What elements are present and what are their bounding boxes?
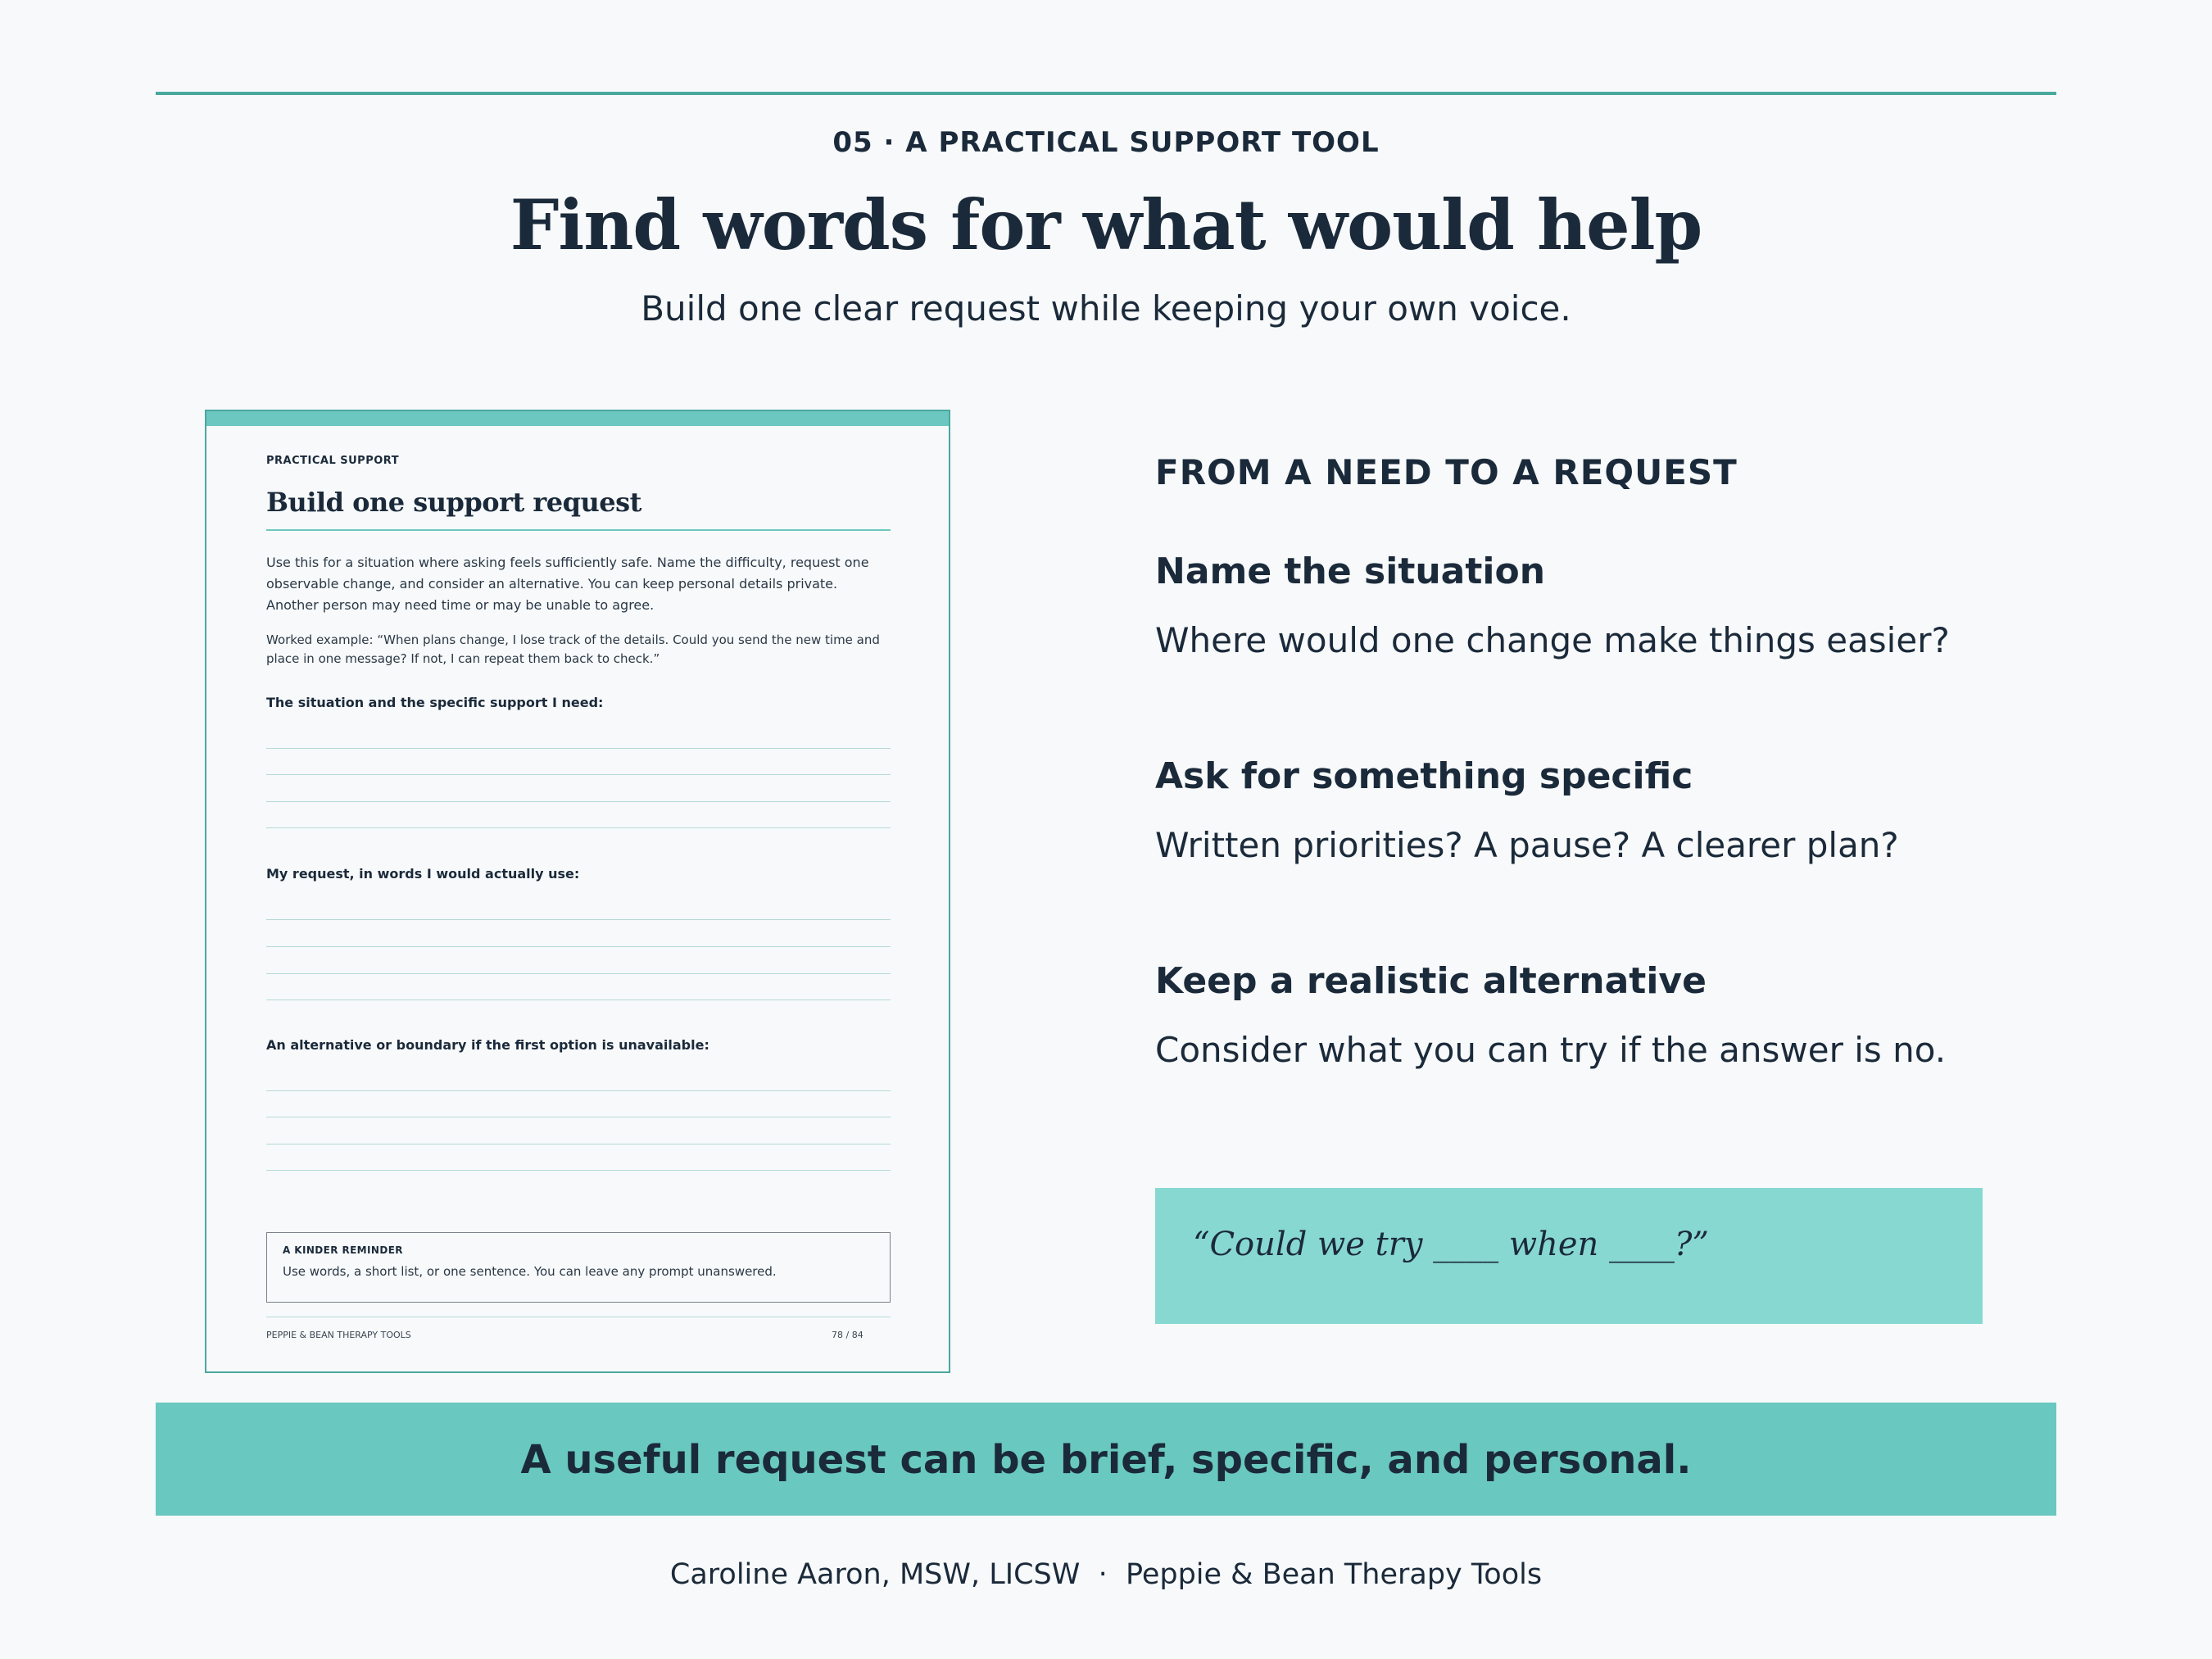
writing-line <box>266 774 891 775</box>
step-title: Ask for something specific <box>1155 755 1693 797</box>
writing-line <box>266 827 891 828</box>
worksheet-title: Build one support request <box>266 487 641 518</box>
takeaway-text: A useful request can be brief, specific, and personal. <box>520 1437 1692 1483</box>
worksheet-accent-bar <box>206 411 949 426</box>
kinder-reminder-box <box>266 1232 891 1303</box>
step-description: Consider what you can try if the answer is no. <box>1155 1030 1947 1070</box>
writing-line <box>266 1144 891 1145</box>
example-quote: “Could we try ____ when ____?” <box>1193 1226 1709 1263</box>
guide-eyebrow: FROM A NEED TO A REQUEST <box>1155 452 1738 492</box>
writing-line <box>266 801 891 802</box>
page-subtitle: Build one clear request while keeping your own voice. <box>641 288 1571 329</box>
step-description: Where would one change make things easier? <box>1155 620 1950 660</box>
reminder-title: A KINDER REMINDER <box>283 1244 403 1256</box>
worksheet-page-number: 78 / 84 <box>832 1330 863 1340</box>
worksheet-eyebrow: PRACTICAL SUPPORT <box>266 455 400 467</box>
worksheet-footer-brand: PEPPIE & BEAN THERAPY TOOLS <box>266 1330 411 1340</box>
step-title: Keep a realistic alternative <box>1155 960 1707 1002</box>
example-quote-box <box>1155 1188 1983 1324</box>
section-eyebrow: 05 · A PRACTICAL SUPPORT TOOL <box>832 126 1380 159</box>
prompt-label-request: My request, in words I would actually use: <box>266 866 580 882</box>
writing-line <box>266 999 891 1000</box>
worksheet-example: Worked example: “When plans change, I lose track of the details. Could you send the new time and place in one message? If not, I can repeat them back to check.” <box>266 632 880 666</box>
step-description: Written priorities? A pause? A clearer plan? <box>1155 825 1899 865</box>
takeaway-banner <box>156 1403 2056 1516</box>
reminder-text: Use words, a short list, or one sentence. You can leave any prompt unanswered. <box>283 1264 777 1279</box>
prompt-label-alternative: An alternative or boundary if the first option is unavailable: <box>266 1037 709 1053</box>
worksheet-intro: Use this for a situation where asking feels sufficiently safe. Name the difficulty, request one observable change, and consider an alternative. You can keep personal details private. Another person may need time or may be unable to agree. <box>266 555 869 613</box>
top-divider <box>156 92 2056 95</box>
page-title: Find words for what would help <box>510 184 1702 265</box>
prompt-label-situation: The situation and the specific support I need: <box>266 695 604 710</box>
writing-line <box>266 1090 891 1091</box>
step-title: Name the situation <box>1155 551 1546 592</box>
credit-footer: Caroline Aaron, MSW, LICSW · Peppie & Bean Therapy Tools <box>669 1558 1543 1591</box>
writing-line <box>266 919 891 920</box>
worksheet-title-rule <box>266 529 891 531</box>
writing-line <box>266 748 891 749</box>
writing-line <box>266 973 891 974</box>
writing-line <box>266 1170 891 1171</box>
worksheet-preview <box>205 410 950 1373</box>
writing-line <box>266 946 891 947</box>
